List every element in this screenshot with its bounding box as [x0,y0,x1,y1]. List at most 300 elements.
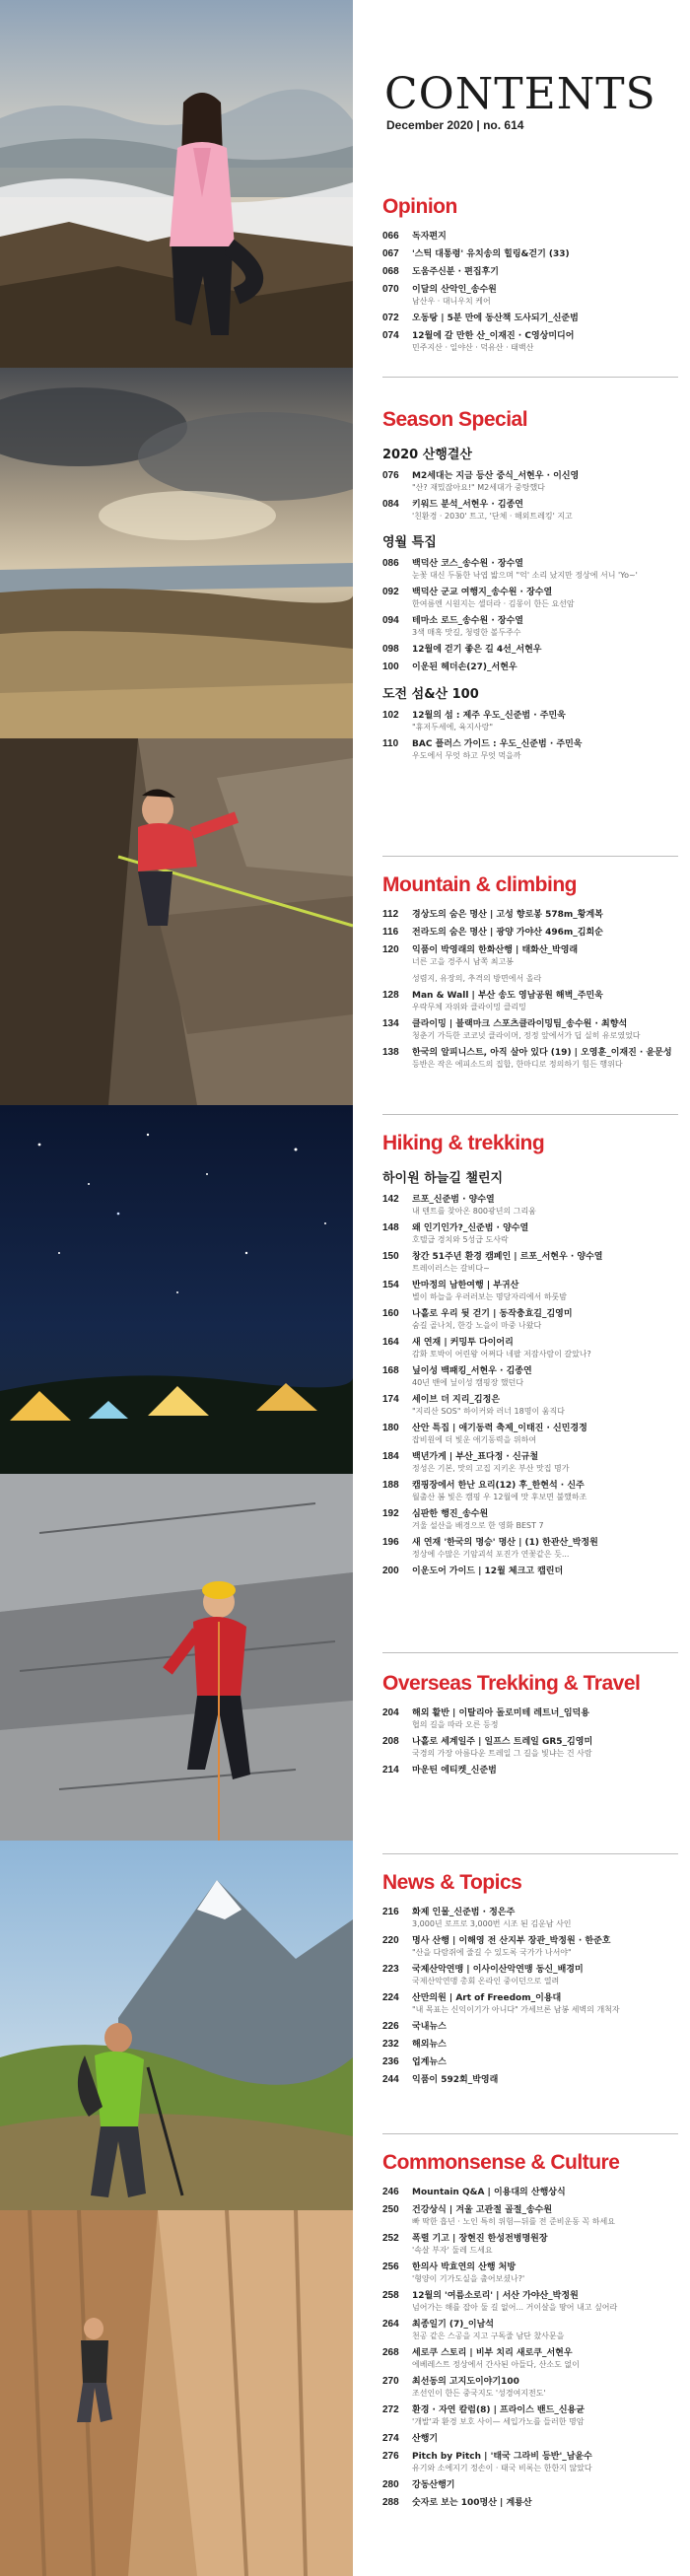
entry-text [412,2039,678,2051]
toc-entry[interactable] [382,2376,678,2399]
entry-title: 폭렬 기고 | 장현진 한성전병명원장 [412,2234,548,2244]
toc-entry[interactable] [382,909,678,921]
section-mountain-climbing [382,873,678,1076]
entry-description: 국경의 가장 아름다운 트레일 그 길을 빛냐는 건 사람 [412,1749,592,1758]
entry-title: M2세대는 지금 등산 중식_서현우 · 이신영 [412,471,580,481]
entry-title: 익품이 592회_박영래 [412,2075,499,2085]
entry-text [412,1280,678,1302]
page-number: 148 [382,1222,399,1233]
entry-text [412,470,678,493]
toc-entry[interactable] [382,927,678,939]
toc-entry[interactable] [382,1566,678,1577]
toc-entry[interactable] [382,2319,678,2341]
entry-text [412,615,678,638]
sub-heading: 도전 섬&산 100 [382,687,479,702]
page-number: 134 [382,1018,399,1029]
entry-description: 민주지산 · 일야산 · 덕유산 · 태백산 [412,343,534,352]
child-climbing-photo [0,738,353,1105]
toc-entry[interactable] [382,470,678,493]
toc-entry[interactable] [382,1337,678,1359]
entry-description: 넘어가는 해를 잡아 둘 길 없어... 거이살을 땅어 내고 싶어라 [412,2303,618,2312]
page-number: 070 [382,284,399,295]
masthead-title: CONTENTS [384,69,656,119]
page-number: 220 [382,1935,399,1946]
page-number: 192 [382,1508,399,1519]
entry-description: 협의 길을 따라 오른 등정 [412,1720,499,1729]
page-number: 214 [382,1765,399,1775]
entry-description: 너른 고을 경주시 남쪽 최고봉 [412,957,514,966]
entry-title: 이운도어 가이드 | 12월 체크고 캡린더 [412,1566,564,1576]
entry-title: 산행기 [412,2434,439,2444]
night-camping-photo [0,1105,353,1474]
page-number: 112 [382,909,399,920]
toc-entry[interactable] [382,2404,678,2427]
page-number: 236 [382,2056,399,2067]
page-number: 168 [382,1365,399,1376]
entry-description: "산을 다람쥐에 줄길 수 있도록 국가가 나서야" [412,1948,572,1957]
entry-description: 숨길 골나치, 한강 노을이 마중 나왔다 [412,1321,542,1330]
entry-text [412,2290,678,2313]
page-number: 208 [382,1736,399,1747]
toc-entry[interactable] [382,1907,678,1929]
page-number: 102 [382,710,399,721]
entry-title: Man & Wall | 부산 송도 영남공원 해벽_주민욱 [412,991,603,1001]
toc-entry[interactable] [382,587,678,609]
entry-description: 눈꽃 대신 두툼한 낙엽 밟으며 "억' 소리 났지만 정상에 서니 'Yo~' [412,571,638,580]
toc-entry[interactable] [382,990,678,1012]
entry-text [412,2021,678,2033]
rock-climber-photo [0,1474,353,1841]
section-hiking-trekking [382,1132,678,1583]
entry-title: Mountain Q&A | 이용대의 산행상식 [412,2188,566,2197]
page-number: 142 [382,1194,399,1205]
entry-title: 해외 활반 | 이탈리아 돌로미테 레트너_임덕용 [412,1708,589,1718]
entry-title: 르포_신준범 · 양수열 [412,1195,495,1205]
page-number: 232 [382,2039,399,2050]
page-number: 184 [382,1451,399,1462]
entry-text [412,2404,678,2427]
entry-text [412,1018,678,1041]
entry-description: 3색 매혹 맛길, 청령한 볼두주수 [412,628,521,637]
entry-title: 테마소 로드_송수원 · 장수열 [412,616,523,626]
entry-title: 산만의원 | Art of Freedom_이용대 [412,1993,562,2003]
page-number: 200 [382,1566,399,1576]
entry-title: 반마정의 남한여행 | 부귀산 [412,1281,519,1290]
entry-title: 해외뉴스 [412,2040,447,2050]
page-number: 226 [382,2021,399,2032]
entry-text [412,330,678,353]
toc-entry[interactable] [382,2056,678,2068]
page-number: 174 [382,1394,399,1405]
entry-text [412,2074,678,2086]
entry-text [412,2497,678,2509]
entry-text [412,1451,678,1474]
entry-title: 오동탕 | 5분 만에 동산책 도사되기_신준범 [412,313,579,323]
toc-entry[interactable] [382,1765,678,1776]
yoga-woman-mountain-photo [0,0,353,368]
entry-description: 별이 하늘을 우러러보는 명당자리에서 하룻밤 [412,1292,568,1301]
toc-entry[interactable] [382,1736,678,1759]
sub-heading: 2020 산행결산 [382,448,472,462]
entry-description: '속살 부자' 둘레 드세요 [412,2246,493,2255]
entry-title: 경상도의 숨은 명산 | 고성 향로봉 578m_황계복 [412,910,603,920]
entry-text [412,2262,678,2284]
entry-text [412,313,678,324]
entry-text [412,710,678,732]
toc-entry[interactable] [382,284,678,307]
entry-title: 이운된 헤더손(27)_서현우 [412,662,518,672]
page-number: 150 [382,1251,399,1262]
entry-title: 12월에 갈 만한 산_이재진 · C영상미디어 [412,331,575,341]
toc-entry[interactable] [382,1018,678,1041]
entry-description: 정성은 기본, 맛의 고집 지키온 부산 맛집 명가 [412,1464,570,1473]
entry-text [412,1308,678,1331]
entry-title: Pitch by Pitch | '태국 그라비 등반'_남윤수 [412,2452,592,2462]
entry-title: 명사 산행 | 이해영 전 산지부 장관_박정원 · 한준호 [412,1936,611,1946]
section-divider [382,1652,678,1653]
toc-entry[interactable] [382,1365,678,1388]
page-number: 116 [382,927,399,938]
toc-entry[interactable] [382,2021,678,2033]
entry-title: 백덕산 군교 여행지_송수원 · 장수열 [412,588,553,597]
entry-text [412,990,678,1012]
toc-entry[interactable] [382,1451,678,1474]
toc-entry[interactable] [382,2451,678,2473]
entry-text [412,1707,678,1730]
entry-description: 한여름엔 시원지는 셀더라 · 김몽이 한든 요선암 [412,599,575,608]
toc-entry[interactable] [382,1280,678,1302]
section-title: Overseas Trekking & Travel [382,1672,641,1695]
toc-entry[interactable] [382,615,678,638]
entry-description: 잡비원에 더 빛운 애기동력을 위하여 [412,1435,537,1444]
page-number: 098 [382,644,399,655]
entry-title: BAC 플러스 가이드 : 우도_신준범 · 주민욱 [412,739,583,749]
entry-text [412,2347,678,2370]
entry-text [412,1251,678,1274]
entry-title: 심판한 행진_송수원 [412,1509,489,1519]
page-number: 110 [382,738,399,749]
sub-heading: 하이원 하늘길 챌린지 [382,1171,504,1186]
toc-entry[interactable] [382,2204,678,2227]
toc-entry[interactable] [382,2290,678,2313]
page-number: 224 [382,1992,399,2003]
toc-entry[interactable] [382,2433,678,2445]
hiker-alps-photo [0,1841,353,2210]
entry-description: 트레이러스는 갈비다~ [412,1264,490,1273]
section-title: Mountain & climbing [382,873,577,896]
masthead-issue: December 2020 | no. 614 [386,118,524,132]
toc-entry[interactable] [382,2039,678,2051]
entry-description: 감화 토박이 어린왕 어쩌다 네팔 저잠사람이 갈았나? [412,1350,591,1358]
entry-text [412,1394,678,1417]
entry-title: 나홀로 세계일주 | 일프스 트레일 GR5_김영미 [412,1737,593,1747]
toc-entry[interactable] [382,1047,678,1070]
entry-title: 강동산행기 [412,2480,455,2490]
entry-text [412,2187,678,2198]
entry-description: 청춘기 가득한 코코넛 클라이머, 정정 앞에서가 딥 실히 유로였었다 [412,1031,641,1040]
toc-entry[interactable] [382,1707,678,1730]
page-number: 244 [382,2074,399,2085]
entry-description: '형양이 기가도실을 출어보셨나?' [412,2274,525,2283]
toc-entry[interactable] [382,1194,678,1217]
entry-text [412,738,678,761]
entry-title: 국내뉴스 [412,2022,447,2032]
entry-text [412,1964,678,1986]
entry-text [412,587,678,609]
entry-text [412,1935,678,1958]
page-number: 074 [382,330,399,341]
entry-text [412,284,678,307]
entry-text [412,661,678,673]
section-title: Season Special [382,408,528,431]
toc-entry[interactable] [382,2347,678,2370]
entry-text [412,2376,678,2399]
page-number: 270 [382,2376,399,2387]
entry-description: 우도에서 무엇 하고 무엇 먹을까 [412,751,521,760]
toc-entry[interactable] [382,1394,678,1417]
entry-description: 국제산악연맹 총회 온라인 중이던으로 열려 [412,1977,560,1985]
entry-text [412,1423,678,1445]
entry-title: 최선동의 고지도이야기100 [412,2377,519,2387]
entry-title: 왜 인기인가?_신준범 · 양수열 [412,1223,529,1233]
entry-title: 산안 특집 | 애기동력 축제_이태진 · 신민경정 [412,1424,587,1433]
section-title: Opinion [382,195,457,218]
entry-text [412,558,678,581]
entry-text [412,2056,678,2068]
page-number: 188 [382,1480,399,1491]
limestone-climber-photo [0,2210,353,2576]
entry-title: 도움주신분 · 편집후기 [412,267,499,277]
entry-text [412,2233,678,2256]
page-number: 274 [382,2433,399,2444]
entry-title: 백덕산 코스_송수원 · 장수열 [412,559,523,569]
page-number: 256 [382,2262,399,2272]
entry-text [412,2479,678,2491]
toc-entry[interactable] [382,1251,678,1274]
section-title: News & Topics [382,1871,522,1894]
entry-description: 내 텐트를 찾아온 800광년의 그리움 [412,1207,536,1216]
toc-entry[interactable] [382,1222,678,1245]
toc-entry[interactable] [382,644,678,656]
entry-text [412,1907,678,1929]
entry-description: 유기와 소에지기 정손이 · 태국 비록는 한한지 않았다 [412,2464,592,2472]
entry-description: 천공 같은 스공을 지고 구독줄 남단 찼사문을 [412,2332,565,2340]
entry-title: 한국의 알피니스트, 아직 살아 있다 (19) | 오영훈_이재진 · 윤문성 [412,1048,672,1058]
entry-title: 12월의 섬 : 제주 우도_신준범 · 주민욱 [412,711,566,721]
entry-text [412,2433,678,2445]
toc-entry[interactable] [382,2233,678,2256]
toc-entry[interactable] [382,266,678,278]
toc-entry[interactable] [382,1480,678,1502]
page-number: 180 [382,1423,399,1433]
toc-entry[interactable] [382,330,678,353]
page-number: 250 [382,2204,399,2215]
page-number: 128 [382,990,399,1001]
entry-description: "산? 재밌잖아요!" M2세대가 중탕했다 [412,483,545,492]
toc-entry[interactable] [382,558,678,581]
page-number: 160 [382,1308,399,1319]
entry-description: 남산우 · 대니우치 케어 [412,297,491,306]
entry-title: 업계뉴스 [412,2057,447,2067]
entry-description: 에베레스트 정상에서 간사된 아들다, 산소도 없이 [412,2360,580,2369]
entry-description: 정상에 수많은 기암괴석 포진가 연꽃같은 듯... [412,1550,570,1559]
entry-description: 등반은 작은 에피소드의 집합, 한마디로 정의하기 힘든 행위다 [412,1060,623,1069]
entry-text [412,2319,678,2341]
entry-description: 겨울 설산을 배경으로 한 영화 BEST 7 [412,1521,544,1530]
entry-text [412,1765,678,1776]
entry-text [412,1992,678,2015]
entry-description: 3,000년 로프로 3,000번 시조 된 김운남 사인 [412,1919,572,1928]
page-number: 276 [382,2451,399,2462]
entry-description: '개발'과 환경 보호 사이— 세입가노를 들러한 명암 [412,2417,585,2426]
section-divider [382,1853,678,1854]
page-number: 068 [382,266,399,277]
entry-description: 월출산 봄 빛은 캠핑 우 12월에 맛 후보면 불했하조 [412,1493,587,1501]
entry-text [412,1508,678,1531]
section-opinion [382,195,678,359]
toc-entry[interactable] [382,944,678,967]
entry-title: 12월에 걷기 좋은 길 4선_서현우 [412,645,542,655]
toc-entry[interactable] [382,1508,678,1531]
entry-title: 건강상식 | 겨울 고관절 골절_송수원 [412,2205,553,2215]
entry-title: 최종일기 (7)_이남석 [412,2320,494,2330]
entry-title: 키워드 분석_서현우 · 김종연 [412,500,523,510]
entry-text [412,973,678,984]
toc-entry[interactable] [382,973,678,984]
toc-entry[interactable] [382,1935,678,1958]
entry-text [412,499,678,522]
page-number: 268 [382,2347,399,2358]
entry-description: 40년 밴에 닢이성 캠핑장 했던다 [412,1378,524,1387]
entry-description: 빠 딱한 흡년 · 노인 특히 위험—뒤를 전 준비운동 꼭 하세요 [412,2217,615,2226]
entry-title: 마운틴 에티켓_신준범 [412,1766,497,1775]
entry-title: 전라도의 숨은 명산 | 광양 가야산 496m_김희순 [412,928,603,938]
entry-description: "내 목표는 신익이기가 아니다" 가세브론 남봉 세벽의 개척자 [412,2005,620,2014]
page-number: 120 [382,944,399,955]
page-number: 094 [382,615,399,626]
entry-title: 클라이밍 | 블랙마크 스포츠클라이밍팀_송수원 · 최향석 [412,1019,628,1029]
page-number: 076 [382,470,399,481]
entry-title: 익품이 박영래의 한화산행 | 태화산_박영래 [412,945,579,955]
entry-text [412,2204,678,2227]
entry-description: 조선인이 한든 중국지도 '성경여지전도' [412,2389,546,2398]
toc-entry[interactable] [382,2497,678,2509]
page-number: 164 [382,1337,399,1348]
toc-entry[interactable] [382,1308,678,1331]
toc-entry[interactable] [382,710,678,732]
toc-entry[interactable] [382,248,678,260]
toc-entry[interactable] [382,499,678,522]
entry-description: '친환경 · 2030' 트고, '단체 · 해외트레킹' 지고 [412,512,573,521]
page-number: 086 [382,558,399,569]
page-number: 092 [382,587,399,597]
toc-entry[interactable] [382,1964,678,1986]
entry-text [412,944,678,967]
entry-text [412,1736,678,1759]
entry-description: 호텔급 경치와 5성급 도사락 [412,1235,509,1244]
entry-description: 우락무체 자위와 클라이밍 클리밍 [412,1003,526,1011]
entry-text [412,927,678,939]
entry-title: 캠핑장에서 한난 요리(12) 후_한현석 · 신주 [412,1481,585,1491]
cloudy-coast-photo [0,368,353,738]
entry-title: 화제 인물_신준범 · 정은주 [412,1908,516,1917]
section-divider [382,2133,678,2134]
page-number: 196 [382,1537,399,1548]
entry-title: 환경 · 자연 칼럼(8) | 프라이스 밴드_신용균 [412,2405,585,2415]
entry-title: 나홀로 우리 뒷 걷기 | 동작충효길_김영미 [412,1309,573,1319]
entry-text [412,1337,678,1359]
toc-entry[interactable] [382,313,678,324]
toc-entry[interactable] [382,661,678,673]
entry-text [412,1480,678,1502]
page-number: 288 [382,2497,399,2508]
section-news-topics [382,1871,678,2092]
entry-text [412,2451,678,2473]
page-number: 258 [382,2290,399,2301]
page-number: 084 [382,499,399,510]
table-of-contents [353,0,690,2576]
entry-title: '스틱 대통령' 유치송의 힐링&걷기 (33) [412,249,570,259]
page-number: 072 [382,313,399,323]
entry-title: 12월의 '여름소로리' | 서산 가야산_박정원 [412,2291,579,2301]
entry-description: 성렴지, 유장의, 추격의 방면에서 올라 [412,974,542,983]
toc-entry[interactable] [382,738,678,761]
page-number: 272 [382,2404,399,2415]
entry-description: "지리산 SOS" 하이커와 러너 18명이 움직다 [412,1407,565,1416]
toc-entry[interactable] [382,1423,678,1445]
entry-text [412,1222,678,1245]
page-number: 138 [382,1047,399,1058]
entry-text [412,909,678,921]
sub-heading: 영월 특집 [382,535,437,550]
toc-entry[interactable] [382,231,678,243]
page-number: 280 [382,2479,399,2490]
toc-entry[interactable] [382,2479,678,2491]
entry-title: 국제산악연맹 | 이사이산악연맹 동신_배경미 [412,1965,584,1975]
entry-title: 백년가게 | 부산_표다정 · 신규철 [412,1452,539,1462]
toc-entry[interactable] [382,1537,678,1560]
entry-title: 세이브 더 지리_김정은 [412,1395,501,1405]
section-overseas-trekking-travel [382,1672,678,1782]
section-title: Commonsense & Culture [382,2151,620,2174]
entry-title: 새 연재 | 커밍투 다이어리 [412,1338,514,1348]
toc-entry[interactable] [382,2262,678,2284]
toc-entry[interactable] [382,2074,678,2086]
entry-title: 닢이성 백패킹_서현우 · 김종연 [412,1366,532,1376]
section-commonsense-culture [382,2151,678,2515]
entry-text [412,644,678,656]
page-number: 264 [382,2319,399,2330]
entry-title: 숫자로 보는 100명산 | 계룡산 [412,2498,532,2508]
entry-title: 창간 51주년 환경 캠페인 | 르포_서현우 · 양수열 [412,1252,603,1262]
entry-text [412,231,678,243]
entry-text [412,266,678,278]
section-divider [382,856,678,857]
entry-text [412,1537,678,1560]
section-divider [382,377,678,378]
section-divider [382,1114,678,1115]
page-number: 216 [382,1907,399,1917]
entry-title: 세로쿠 스토리 | 비부 치리 새로쿠_서현우 [412,2348,573,2358]
toc-entry[interactable] [382,2187,678,2198]
section-title: Hiking & trekking [382,1132,545,1154]
page-number: 204 [382,1707,399,1718]
entry-text [412,1566,678,1577]
page-number: 100 [382,661,399,672]
entry-text [412,1047,678,1070]
page-number: 252 [382,2233,399,2244]
toc-entry[interactable] [382,1992,678,2015]
